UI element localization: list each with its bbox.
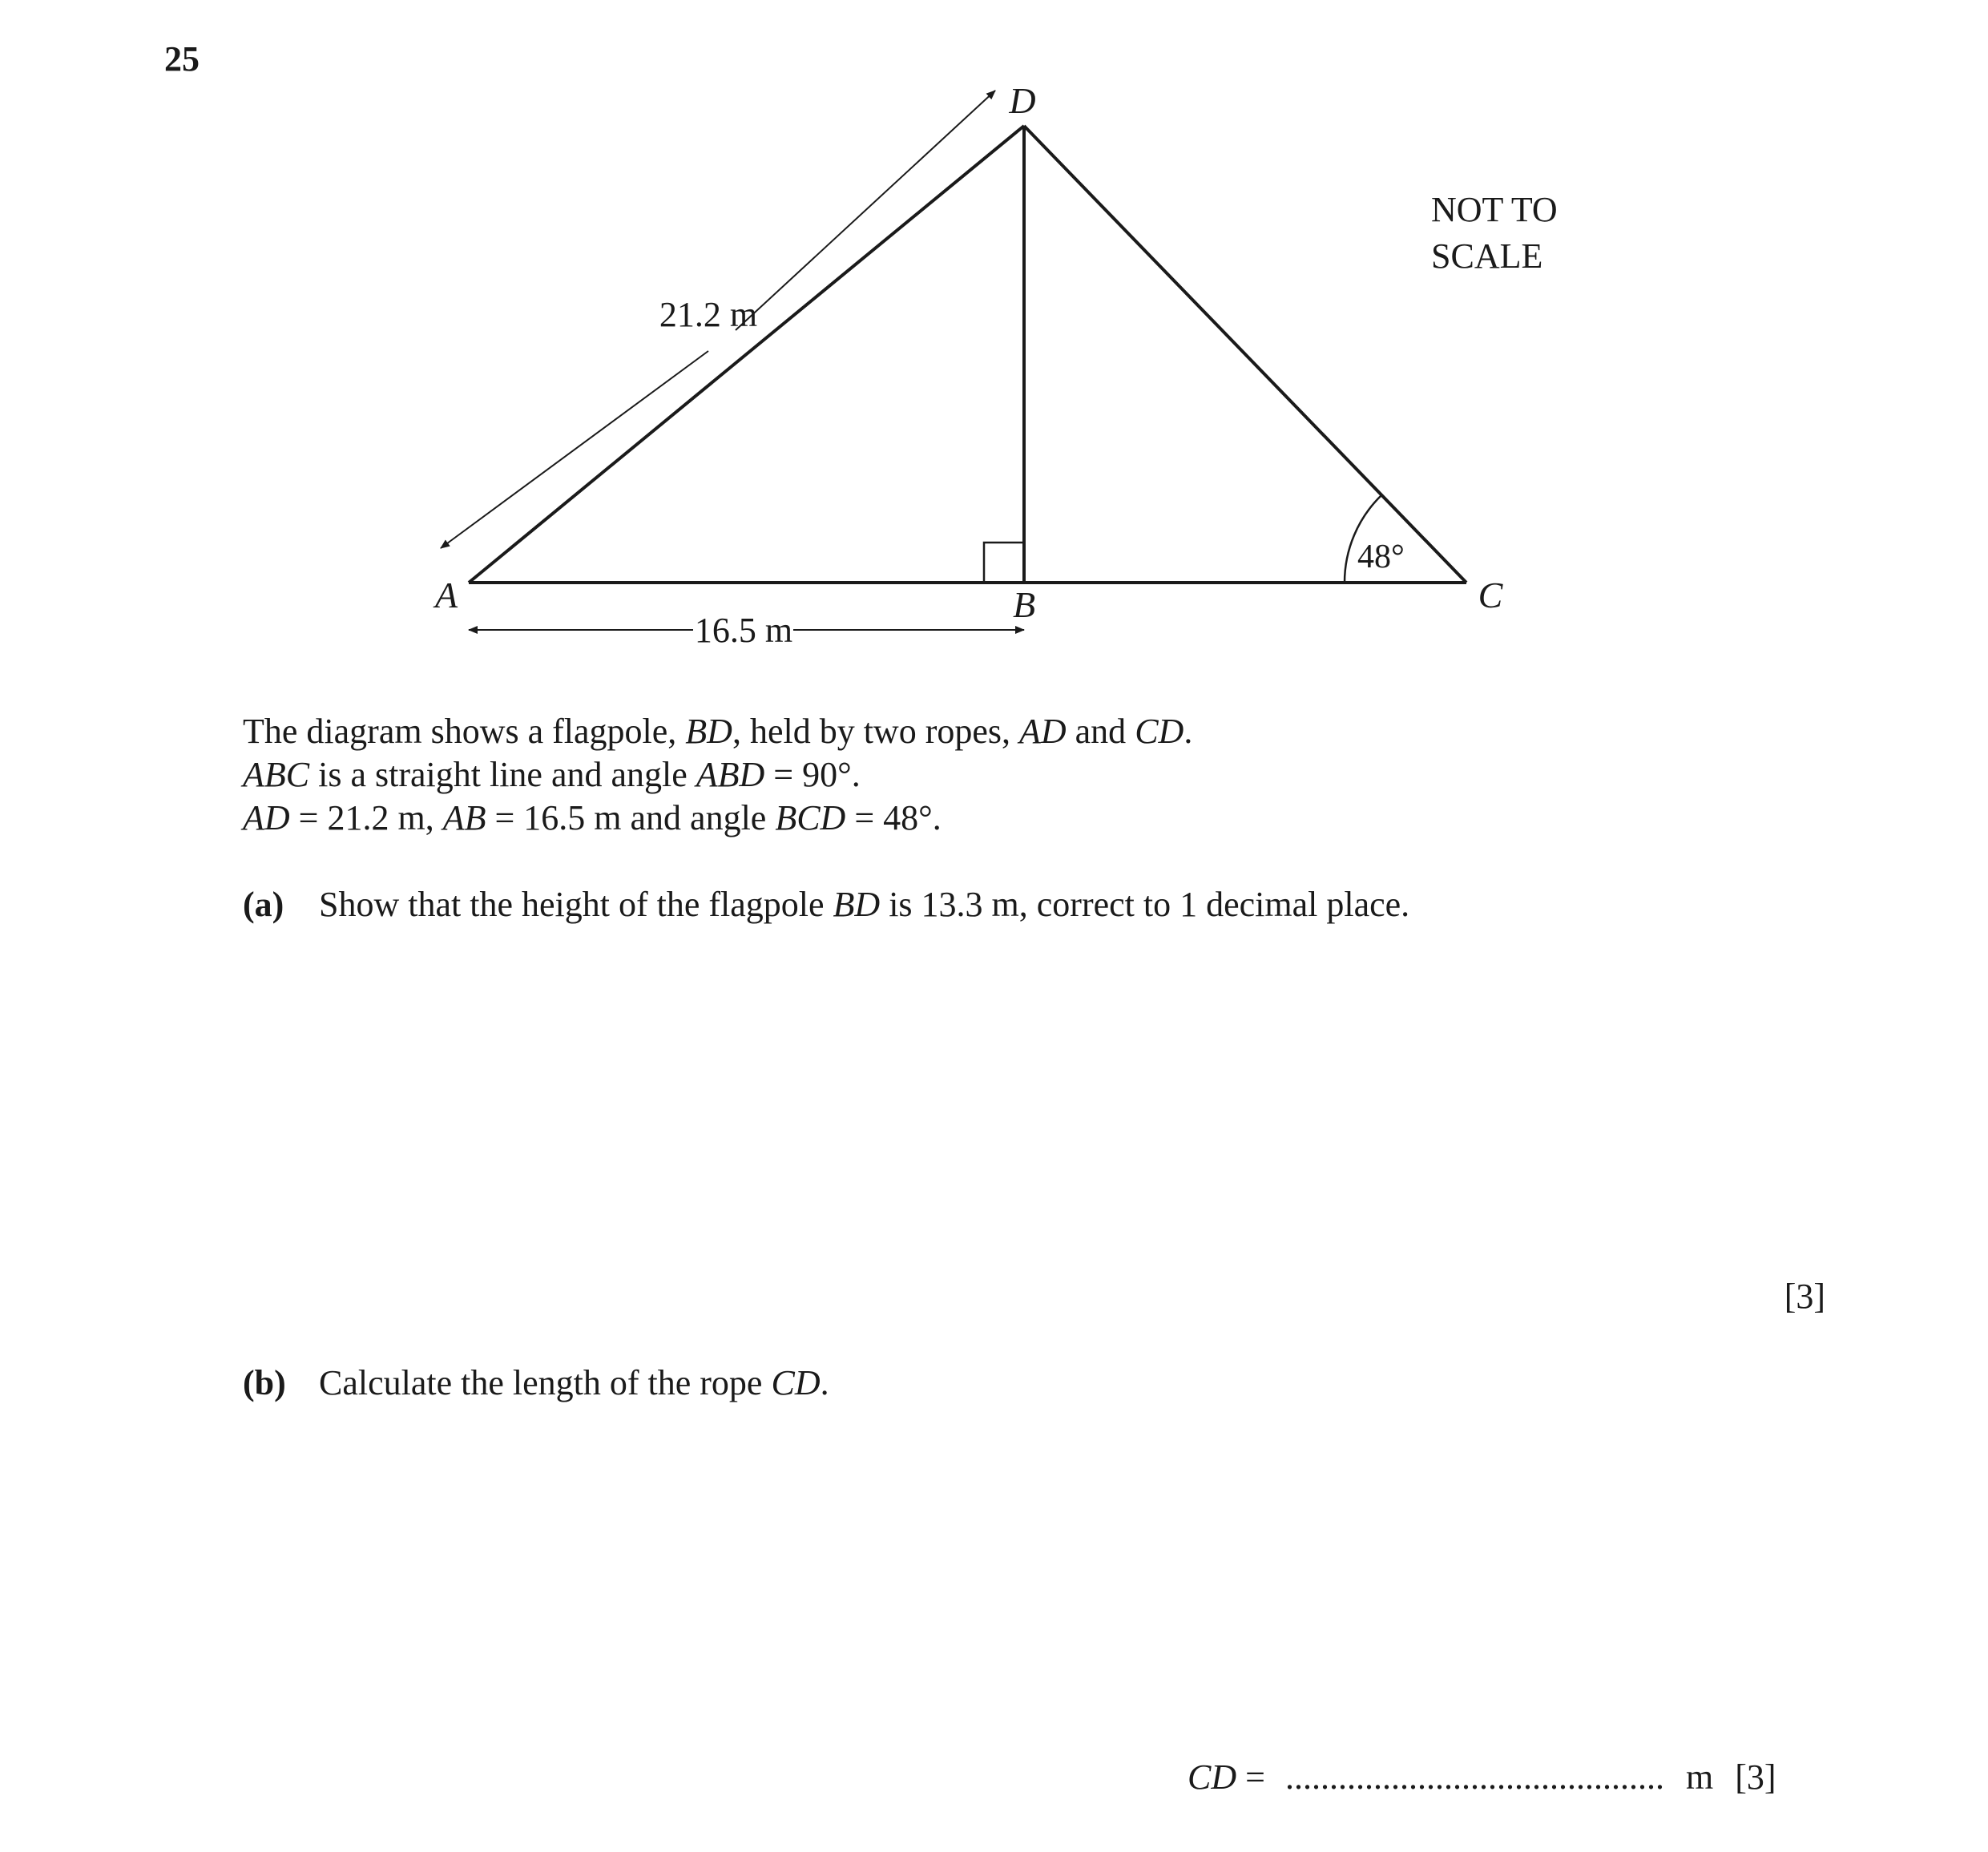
not-to-scale-line2: SCALE <box>1431 236 1543 276</box>
part-a-label: (a) <box>243 885 284 924</box>
vertex-label-d: D <box>1009 80 1036 121</box>
question-number: 25 <box>164 39 200 79</box>
intro-line-2: ABC is a straight line and angle ABD = 90°. <box>243 755 861 794</box>
label-angle-c: 48° <box>1357 539 1405 575</box>
part-b-marks: [3] <box>1735 1757 1776 1797</box>
intro-line-3: AD = 21.2 m, AB = 16.5 m and angle BCD = 48°. <box>243 798 942 837</box>
part-a-marks: [3] <box>1784 1277 1825 1316</box>
vertex-label-b: B <box>1012 584 1036 625</box>
vertex-label-a: A <box>434 575 458 615</box>
triangle-diagram <box>0 0 1988 721</box>
part-b-label: (b) <box>243 1363 286 1402</box>
answer-equals: = <box>1236 1757 1274 1797</box>
intro-line-1: The diagram shows a flagpole, BD, held by two ropes, AD and CD. <box>243 712 1193 751</box>
label-ad-length: 21.2 m <box>659 295 758 334</box>
not-to-scale-line1: NOT TO <box>1431 190 1558 229</box>
intro-paragraph <box>243 710 1192 840</box>
part-b-question: Calculate the length of the rope CD. <box>319 1363 829 1402</box>
right-angle-marker <box>984 543 1024 583</box>
dimension-arrow-ad-lower <box>441 351 708 548</box>
dimension-arrow-ad-upper <box>736 91 995 330</box>
part-a-question: Show that the height of the flagpole BD is 13.3 m, correct to 1 decimal place. <box>319 885 1410 924</box>
answer-blank[interactable]: ........................................... <box>1284 1757 1664 1797</box>
label-ab-length: 16.5 m <box>694 611 793 650</box>
answer-variable: CD <box>1188 1757 1237 1797</box>
answer-line-cd <box>1188 1757 1776 1798</box>
vertex-label-c: C <box>1478 575 1503 615</box>
answer-unit: m <box>1685 1757 1714 1797</box>
rope-ad <box>469 126 1024 583</box>
rope-cd <box>1024 126 1466 583</box>
